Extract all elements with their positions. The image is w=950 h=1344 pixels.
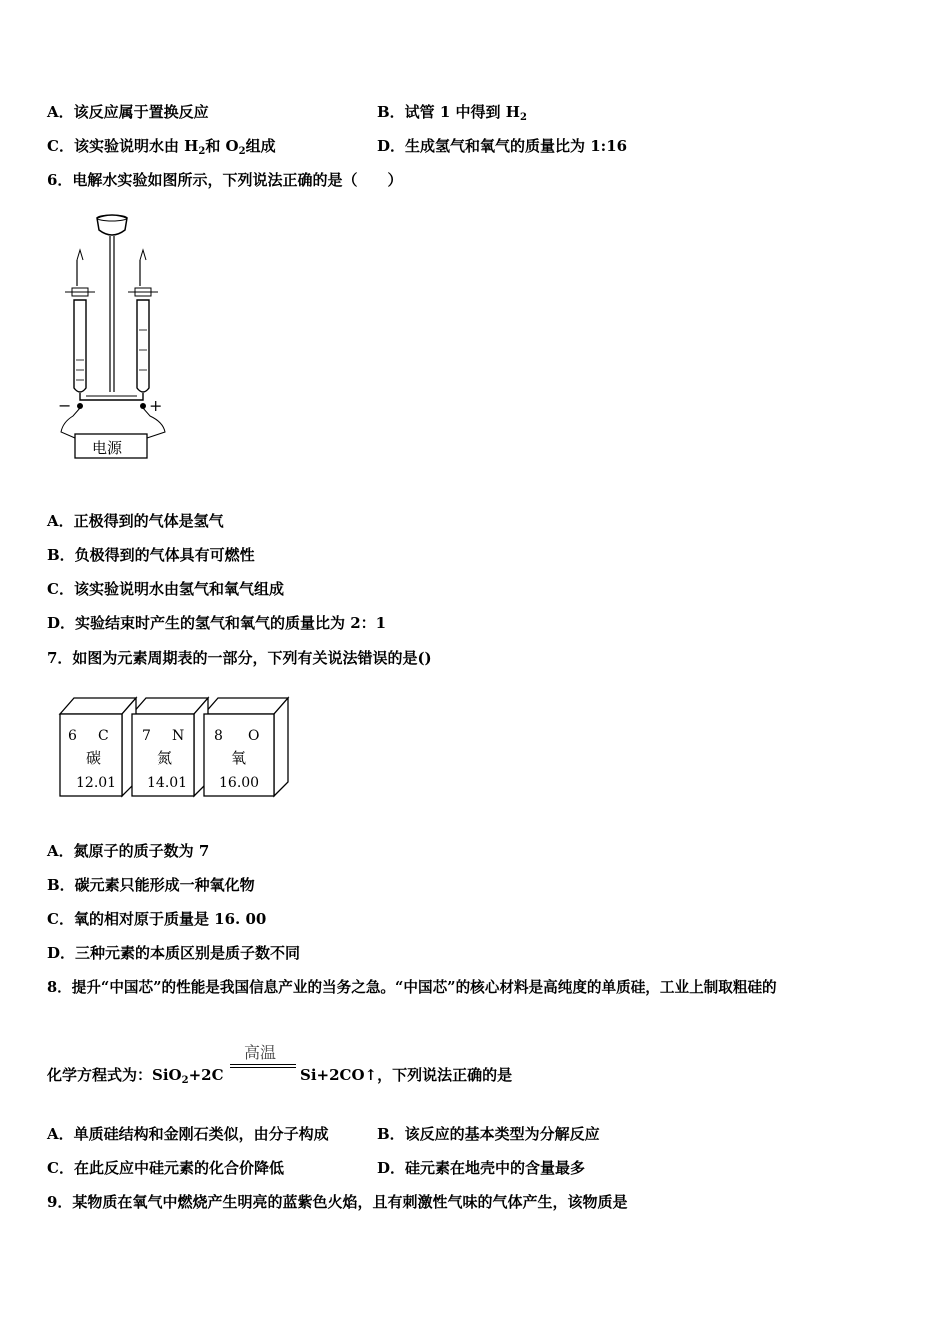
q8-question: 8．提升“中国芯”的性能是我国信息产业的当务之急。“中国芯”的核心材料是高纯度的单质硅，工业上制取粗硅的 <box>47 979 777 996</box>
q8-option-d: D．硅元素在地壳中的含量最多 <box>377 1159 586 1177</box>
q7-question: 7．如图为元素周期表的一部分，下列有关说法错误的是() <box>47 649 432 667</box>
oxygen-name: 氧 <box>231 749 247 767</box>
minus-sign: − <box>58 396 72 415</box>
plus-sign: + <box>149 396 163 415</box>
nitrogen-name: 氮 <box>157 749 173 767</box>
oxygen-mass: 16.00 <box>219 775 260 791</box>
q8-option-c: C．在此反应中硅元素的化合价降低 <box>47 1159 284 1177</box>
q6-option-c: C．该实验说明水由氢气和氧气组成 <box>47 580 284 598</box>
q6-option-a: A．正极得到的气体是氢气 <box>47 512 224 530</box>
carbon-symbol: C <box>98 728 109 744</box>
carbon-name: 碳 <box>86 749 102 767</box>
q8-option-b: B．该反应的基本类型为分解反应 <box>377 1125 600 1143</box>
q8-equation-right: Si+2CO↑，下列说法正确的是 <box>300 1066 513 1084</box>
oxygen-number: 8 <box>214 728 223 744</box>
nitrogen-symbol: N <box>172 728 185 744</box>
q7-option-b: B．碳元素只能形成一种氧化物 <box>47 876 255 894</box>
equation-equals-bar-top <box>230 1064 296 1065</box>
q6-question: 6．电解水实验如图所示，下列说法正确的是（ ） <box>47 171 403 189</box>
q9-question: 9．某物质在氧气中燃烧产生明亮的蓝紫色火焰，且有刺激性气味的气体产生，该物质是 <box>47 1193 628 1211</box>
power-source-label: 电源 <box>92 439 123 457</box>
equation-equals-bar-bottom <box>230 1067 296 1068</box>
electrolysis-apparatus-diagram <box>55 210 185 465</box>
carbon-number: 6 <box>68 728 77 744</box>
q7-option-d: D．三种元素的本质区别是质子数不同 <box>47 944 301 962</box>
reaction-condition: 高温 <box>244 1043 277 1062</box>
q5-option-b: B．试管 1 中得到 $H_2$ <box>377 103 527 123</box>
q5-option-d: D．生成氢气和氧气的质量比为 1:16 <box>377 137 628 155</box>
q7-option-a: A．氮原子的质子数为 7 <box>47 842 210 860</box>
q6-option-d: D．实验结束时产生的氢气和氧气的质量比为 2：1 <box>47 614 387 632</box>
q8-equation-left: 化学方程式为：SiO$_2$+2C <box>47 1066 224 1086</box>
nitrogen-mass: 14.01 <box>147 775 188 791</box>
q5-option-c: C．该实验说明水由 $H_2$和 $O_2$组成 <box>47 137 276 157</box>
nitrogen-number: 7 <box>142 728 151 744</box>
q6-option-b: B．负极得到的气体具有可燃性 <box>47 546 255 564</box>
q8-option-a: A．单质硅结构和金刚石类似，由分子构成 <box>47 1125 329 1143</box>
oxygen-symbol: O <box>248 728 260 744</box>
q5-option-a: A．该反应属于置换反应 <box>47 103 209 121</box>
q7-option-c: C．氧的相对原于质量是 16. 00 <box>47 910 267 928</box>
carbon-mass: 12.01 <box>76 775 117 791</box>
